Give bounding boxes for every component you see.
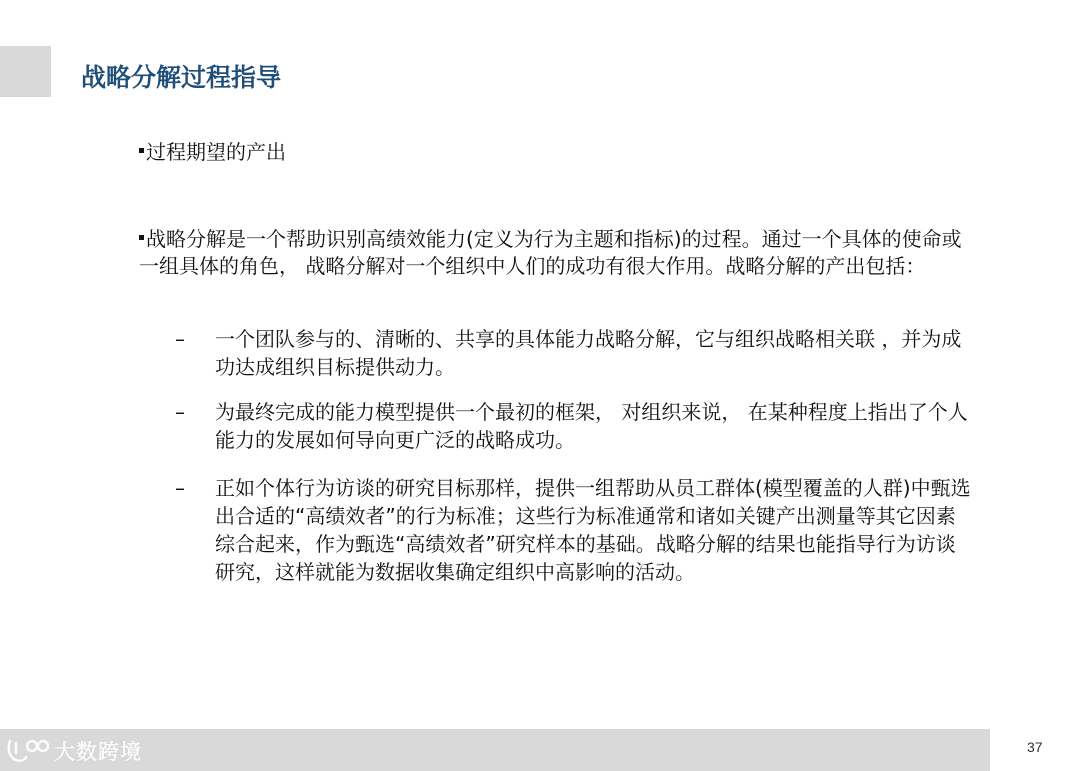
bullet-square-icon	[139, 148, 144, 153]
list-item-text: 正如个体行为访谈的研究目标那样，提供一组帮助从员工群体(模型覆盖的人群)中甄选出合适的“高绩效者”的行为标准；这些行为标准通常和诸如关键产出测量等其它因素综合起来，作为甄选“高绩效者”研究样本的基础。战略分解的结果也能指导行为访谈研究，这样就能为数据收集确定组织中高影响的活动。	[215, 476, 971, 584]
title-accent-block	[0, 46, 51, 97]
bullet-square-icon	[139, 235, 144, 240]
list-item-text: 为最终完成的能力模型提供一个最初的框架， 对组织来说， 在某种程度上指出了个人能力的发展如何导向更广泛的战略成功。	[215, 400, 968, 452]
list-item	[175, 474, 975, 586]
watermark	[6, 736, 142, 766]
dash-marker: –	[175, 327, 185, 351]
watermark-text: 大数跨境	[54, 740, 142, 764]
dash-marker: –	[175, 400, 185, 424]
page-number: 37	[1027, 739, 1043, 755]
list-item-text: 一个团队参与的、清晰的、共享的具体能力战略分解，它与组织战略相关联 ，并为成功达成组织目标提供动力。	[215, 327, 962, 379]
logo-icon	[6, 737, 50, 765]
footer-bar	[0, 729, 990, 771]
section-heading	[139, 136, 286, 165]
dash-marker: –	[175, 476, 185, 500]
intro-text: 战略分解是一个帮助识别高绩效能力(定义为行为主题和指标)的过程。通过一个具体的使命或一组具体的角色， 战略分解对一个组织中人们的成功有很大作用。战略分解的产出包括：	[139, 227, 962, 278]
list-item	[175, 325, 975, 381]
section-heading-text: 过程期望的产出	[146, 140, 286, 164]
intro-paragraph	[139, 226, 974, 280]
slide-title: 战略分解过程指导	[81, 63, 282, 92]
list-item	[175, 398, 975, 454]
